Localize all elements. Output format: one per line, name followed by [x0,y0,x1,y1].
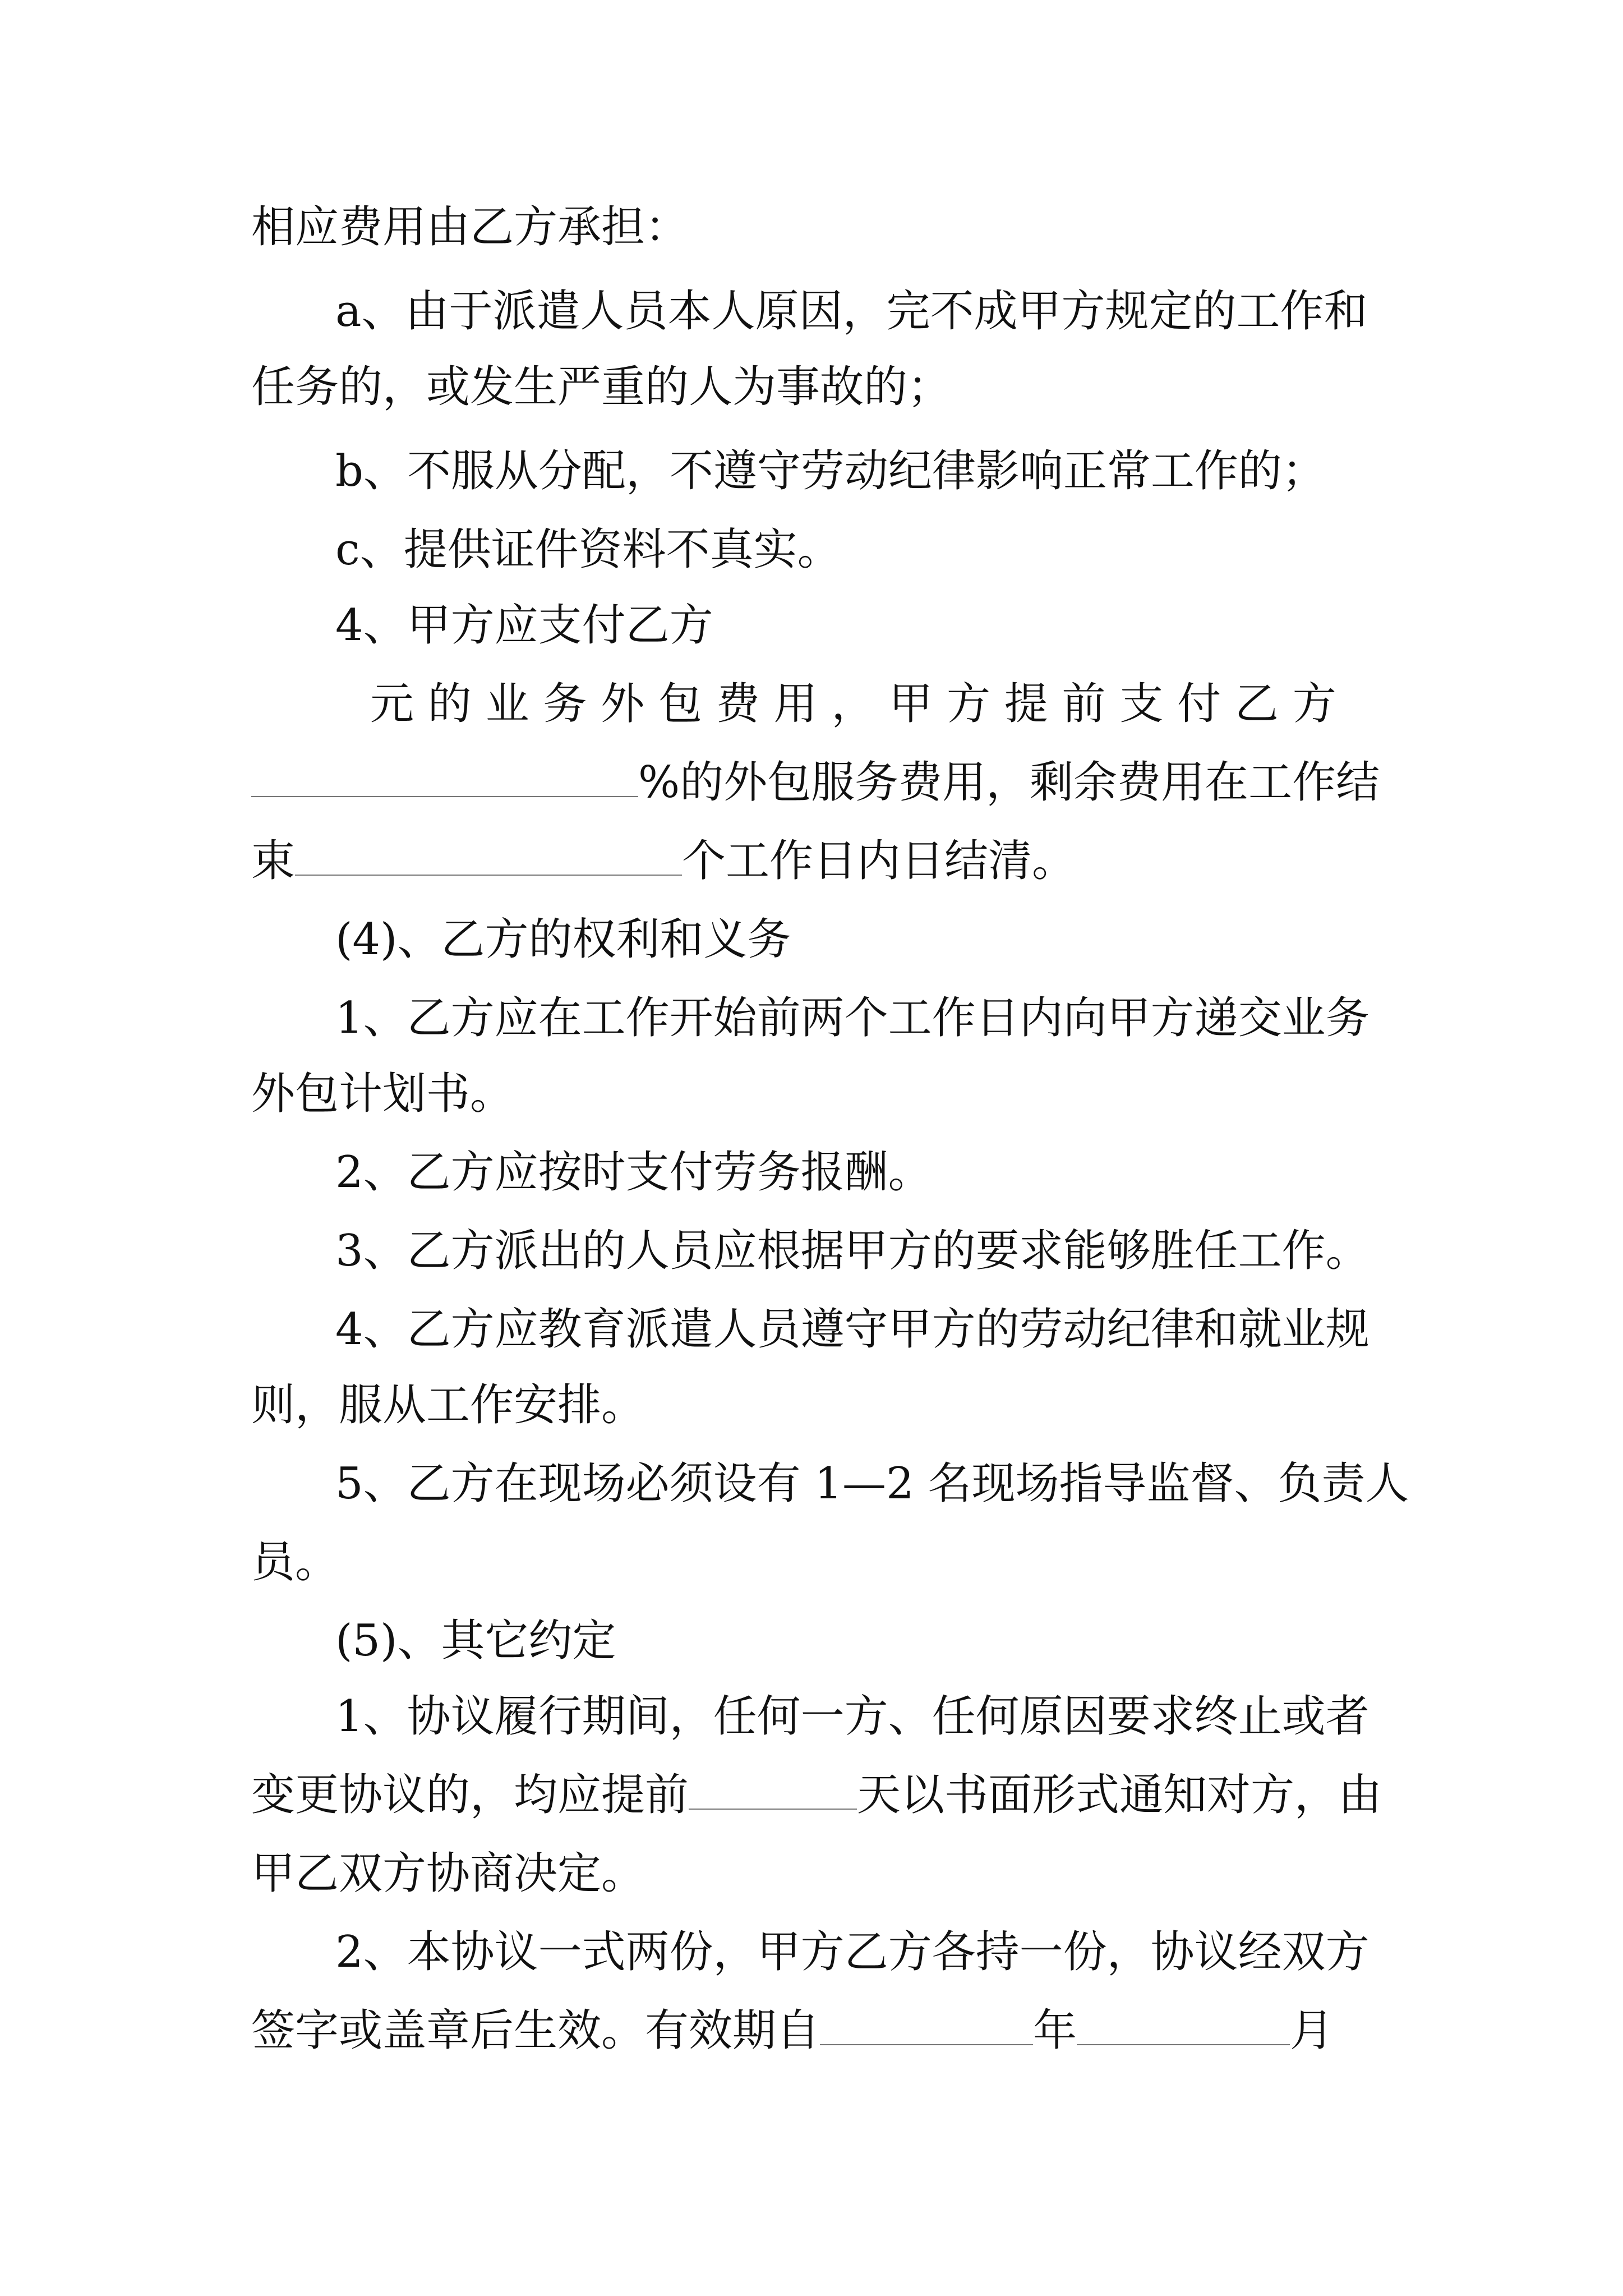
text-line: 1、乙方应在工作开始前两个工作日内向甲方递交业务 [335,993,1370,1043]
text-line: a、由于派遣人员本人原因，完不成甲方规定的工作和 [335,286,1368,337]
text-segment: 签字或盖章后生效。有效期自 [251,2005,820,2056]
text-segment: 月 [1290,2005,1334,2056]
text-segment: %的外包服务费用，剩余费用在工作结 [638,757,1380,808]
text-line [251,754,1380,811]
text-line: 甲乙双方协商决定。 [251,1848,645,1899]
text-line: c、提供证件资料不真实。 [335,524,841,575]
text-segment: 年 [1033,2005,1077,2056]
text-line: 3、乙方派出的人员应根据甲方的要求能够胜任工作。 [335,1226,1370,1276]
fill-in-blank[interactable] [251,757,638,797]
text-line: 相应费用由乙方承担： [251,202,689,252]
text-line [251,833,1373,889]
section-heading: (4)、乙方的权利和义务 [335,914,791,965]
text-line [251,2003,1373,2059]
text-line: 4、乙方应教育派遣人员遵守甲方的劳动纪律和就业规 [335,1304,1370,1355]
text-line: 1、协议履行期间，任何一方、任何原因要求终止或者 [335,1691,1370,1742]
text-line: 则，服从工作安排。 [251,1380,645,1430]
text-line: 外包计划书。 [251,1069,514,1119]
text-segment: 束 [251,836,296,886]
text-line: 任务的，或发生严重的人为事故的； [251,362,952,412]
fill-in-blank[interactable] [689,1769,857,1810]
text-line: b、不服从分配，不遵守劳动纪律影响正常工作的； [335,446,1326,496]
text-line: 员。 [251,1537,339,1588]
fill-in-blank[interactable] [295,835,682,876]
text-segment: 天以书面形式通知对方，由 [857,1770,1382,1820]
text-line: 元 的 业 务 外 包 费 用 ， 甲 方 提 前 支 付 乙 方 [370,679,1336,729]
text-line: 5、乙方在现场必须设有 1—2 名现场指导监督、负责人 [335,1458,1409,1509]
section-heading: (5)、其它约定 [335,1616,616,1666]
text-segment: 个工作日内日结清。 [682,836,1076,886]
fill-in-blank[interactable] [820,2005,1033,2045]
text-line: 2、本协议一式两份，甲方乙方各持一份，协议经双方 [335,1927,1370,1977]
text-line: 4、甲方应支付乙方 [335,600,713,651]
text-line: 2、乙方应按时支付劳务报酬。 [335,1147,932,1198]
text-line [251,1767,1382,1823]
fill-in-blank[interactable] [1077,2005,1290,2045]
text-segment: 变更协议的，均应提前 [251,1770,689,1820]
